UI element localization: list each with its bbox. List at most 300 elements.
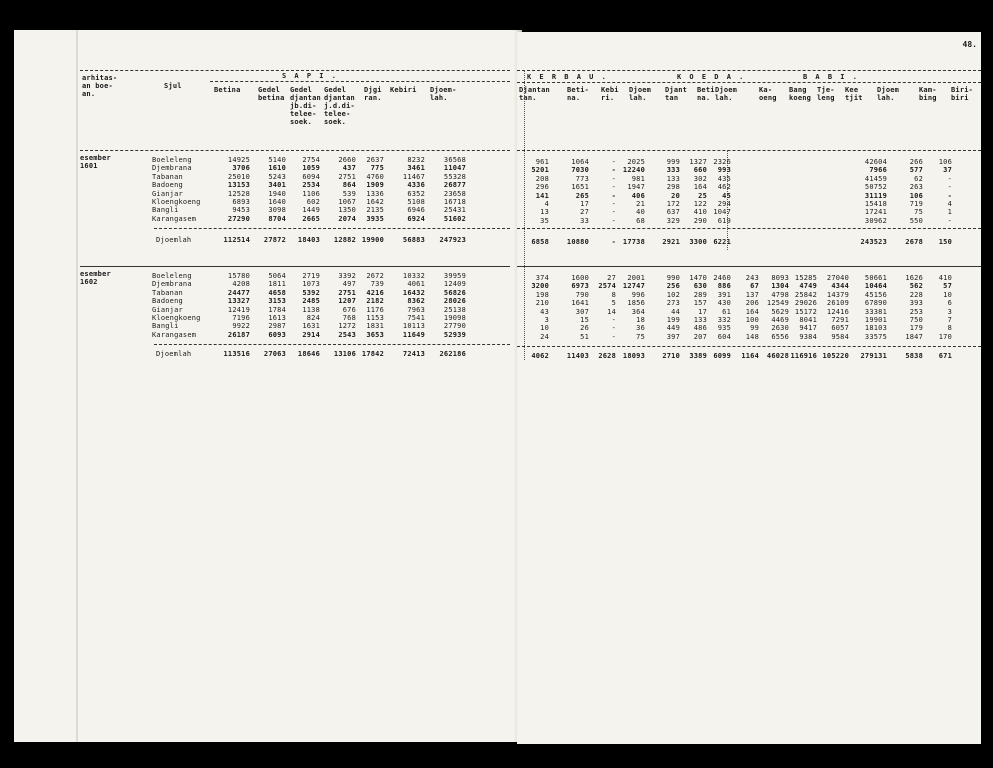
table-cell: 562 [909, 282, 923, 291]
total-cell: 3389 [689, 352, 707, 360]
table-cell: 16718 [443, 198, 466, 206]
table-cell: 7291 [831, 316, 849, 324]
table-cell: 3653 [366, 330, 384, 339]
table-cell: 790 [575, 290, 589, 299]
table-cell: 391 [717, 290, 731, 299]
table-cell: - [611, 191, 616, 200]
table-cell: 133 [693, 316, 707, 324]
block-separator [517, 266, 981, 267]
table-cell: 27790 [443, 322, 466, 331]
table-cell: - [947, 216, 952, 225]
table-cell: 10 [943, 290, 952, 299]
total-cell: 105220 [822, 352, 849, 360]
total-cell: 27063 [263, 350, 286, 358]
table-cell: - [611, 158, 616, 166]
table-cell: 2485 [302, 297, 320, 306]
table-cell: 2460 [713, 274, 731, 282]
table-cell: 12416 [826, 307, 849, 316]
table-cell: 198 [535, 290, 549, 299]
table-cell: 12419 [227, 305, 250, 314]
region-name: Badoeng [152, 181, 183, 190]
table-cell: 1642 [366, 198, 384, 206]
block-separator [80, 266, 510, 267]
table-cell: 55328 [443, 172, 466, 181]
table-cell: 1059 [302, 164, 320, 173]
table-cell: 164 [693, 183, 707, 192]
region-name: Karangasem [152, 330, 197, 339]
table-cell: 3935 [366, 214, 384, 223]
table-cell: - [611, 200, 616, 208]
table-cell: 397 [666, 332, 680, 341]
table-cell: 1640 [268, 198, 286, 206]
table-cell: 2001 [627, 274, 645, 282]
table-cell: 437 [342, 164, 356, 173]
table-cell: 602 [306, 198, 320, 206]
table-cell: 28026 [443, 297, 466, 306]
total-cell: 11403 [566, 352, 589, 360]
table-cell: 406 [631, 191, 645, 200]
table-cell: - [611, 324, 616, 333]
region-header: Sjul [164, 82, 182, 90]
table-cell: 2719 [302, 272, 320, 280]
table-cell: 15418 [864, 200, 887, 208]
table-cell: 4344 [831, 282, 849, 291]
right-column-header: Kam- bing [919, 86, 937, 102]
sapi-column-header: Djoem- lah. [430, 86, 457, 102]
table-cell: 15285 [794, 274, 817, 282]
block1-total-rule [154, 228, 510, 229]
table-cell: 17241 [864, 208, 887, 217]
table-cell: 25010 [227, 172, 250, 181]
table-cell: 1153 [366, 314, 384, 322]
sapi-column-header: Gedel djantan jb.di- telee- soek. [290, 86, 321, 126]
table-cell: 296 [535, 183, 549, 192]
table-cell: 864 [342, 181, 356, 190]
table-cell: 1947 [627, 183, 645, 192]
table-cell: 40 [636, 208, 645, 217]
table-cell: 122 [693, 200, 707, 208]
table-cell: 6924 [407, 214, 425, 223]
table-cell: 207 [693, 332, 707, 341]
table-cell: 604 [717, 332, 731, 341]
table-cell: 990 [666, 274, 680, 282]
region-name: Kloengkoeng [152, 198, 201, 206]
table-cell: 393 [909, 299, 923, 308]
table-cell: 2534 [302, 181, 320, 190]
table-cell: 11467 [402, 172, 425, 181]
table-cell: 3706 [232, 164, 250, 173]
table-cell: 52939 [443, 330, 466, 339]
table-cell: 1940 [268, 189, 286, 198]
table-cell: 26877 [443, 181, 466, 190]
table-cell: 2637 [366, 156, 384, 164]
table-cell: 18103 [864, 324, 887, 333]
table-cell: 6893 [232, 198, 250, 206]
table-cell: 25138 [443, 305, 466, 314]
group-rule [517, 82, 981, 83]
table-cell: 5140 [268, 156, 286, 164]
right-column-header: Bang koeng [789, 86, 812, 102]
table-cell: 3461 [407, 164, 425, 173]
table-cell: 4658 [268, 288, 286, 297]
table-cell: 307 [575, 307, 589, 316]
total-cell: 243523 [860, 238, 887, 246]
total-cell: 27872 [263, 236, 286, 244]
table-cell: 1600 [571, 274, 589, 282]
table-cell: 12409 [443, 280, 466, 289]
table-cell: 67890 [864, 299, 887, 308]
table-cell: 2074 [338, 214, 356, 223]
table-cell: 15780 [227, 272, 250, 280]
total-cell: 17842 [361, 350, 384, 358]
table-cell: 14379 [826, 290, 849, 299]
table-cell: 7963 [407, 305, 425, 314]
table-cell: 6 [947, 299, 952, 308]
table-cell: 5 [611, 299, 616, 308]
table-cell: 3200 [531, 282, 549, 291]
table-cell: 228 [909, 290, 923, 299]
total-cell: 1164 [741, 352, 759, 360]
table-cell: 410 [938, 274, 952, 282]
table-cell: 4 [947, 200, 952, 208]
table-cell: 999 [666, 158, 680, 166]
table-cell: - [611, 216, 616, 225]
table-cell: 43 [540, 307, 549, 316]
table-cell: 6352 [407, 189, 425, 198]
total-cell: 46028 [766, 352, 789, 360]
table-cell: 141 [535, 191, 549, 200]
total-cell: 4062 [531, 352, 549, 360]
table-cell: 18 [636, 316, 645, 324]
table-cell: 35 [540, 216, 549, 225]
table-cell: 6094 [302, 172, 320, 181]
page-number: 48. [962, 40, 977, 49]
table-cell: 1613 [268, 314, 286, 322]
table-cell: 44 [671, 307, 680, 316]
table-cell: 449 [666, 324, 680, 333]
table-cell: 3153 [268, 297, 286, 306]
table-cell: - [611, 208, 616, 217]
table-cell: 2751 [338, 172, 356, 181]
table-cell: 1064 [571, 158, 589, 166]
right-column-header: Djoem lah. [715, 86, 738, 102]
table-cell: 7 [947, 316, 952, 324]
table-cell: 1327 [689, 158, 707, 166]
region-name: Gianjar [152, 305, 183, 314]
total-cell: 116916 [790, 352, 817, 360]
total-cell: 72413 [402, 350, 425, 358]
table-cell: 364 [631, 307, 645, 316]
region-name: Badoeng [152, 297, 183, 306]
table-cell: 51602 [443, 214, 466, 223]
table-cell: 210 [535, 299, 549, 308]
table-cell: 100 [745, 316, 759, 324]
table-cell: 3392 [338, 272, 356, 280]
table-cell: 4469 [771, 316, 789, 324]
total-cell: 112514 [223, 236, 250, 244]
table-cell: 24477 [227, 288, 250, 297]
region-name: Tabanan [152, 288, 183, 297]
table-cell: 148 [745, 332, 759, 341]
period-header: arhitas- an boe- an. [82, 74, 118, 98]
table-cell: 45156 [864, 290, 887, 299]
table-cell: 1 [947, 208, 952, 217]
table-cell: 273 [666, 299, 680, 308]
right-page [517, 32, 981, 744]
table-cell: 1272 [338, 322, 356, 331]
table-cell: 27 [607, 274, 616, 282]
table-cell: 5243 [268, 172, 286, 181]
table-cell: 50752 [864, 183, 887, 192]
table-cell: 26109 [826, 299, 849, 308]
table-cell: 199 [666, 316, 680, 324]
table-cell: 25 [698, 191, 707, 200]
table-cell: 4336 [407, 181, 425, 190]
table-cell: 33 [580, 216, 589, 225]
table-cell: 374 [535, 274, 549, 282]
table-cell: 1626 [905, 274, 923, 282]
table-cell: 676 [342, 305, 356, 314]
total-cell: 18093 [622, 352, 645, 360]
right-column-header: Beti- na. [567, 86, 590, 102]
table-cell: 1304 [771, 282, 789, 291]
total-cell: 2628 [598, 352, 616, 360]
table-cell: 10464 [864, 282, 887, 291]
table-cell: 21 [636, 200, 645, 208]
table-cell: 106 [938, 158, 952, 166]
table-cell: - [611, 316, 616, 324]
table-cell: 14925 [227, 156, 250, 164]
total-cell: 19900 [361, 236, 384, 244]
table-cell: 3 [544, 316, 549, 324]
table-cell: 1651 [571, 183, 589, 192]
table-cell: 256 [666, 282, 680, 291]
table-cell: - [611, 183, 616, 192]
table-cell: 45 [722, 191, 731, 200]
table-cell: - [611, 174, 616, 183]
table-cell: 172 [666, 200, 680, 208]
total-cell: 2710 [662, 352, 680, 360]
table-cell: 37 [943, 166, 952, 175]
table-cell: 25431 [443, 206, 466, 215]
sapi-column-header: Kebiri [390, 86, 417, 94]
table-cell: 14 [607, 307, 616, 316]
table-cell: 27290 [227, 214, 250, 223]
table-cell: 6946 [407, 206, 425, 215]
table-cell: 17 [580, 200, 589, 208]
table-cell: 4 [544, 200, 549, 208]
right-column-header: Kebi ri. [601, 86, 619, 102]
table-cell: 9922 [232, 322, 250, 331]
total-cell: 247923 [439, 236, 466, 244]
table-cell: 9584 [831, 332, 849, 341]
total-cell: 150 [938, 238, 952, 246]
table-cell: 550 [909, 216, 923, 225]
table-cell: 7541 [407, 314, 425, 322]
table-cell: 56826 [443, 288, 466, 297]
column-divider [524, 70, 525, 360]
table-cell: 6556 [771, 332, 789, 341]
region-name: Tabanan [152, 172, 183, 181]
right-column-header: Djantan tan. [519, 86, 550, 102]
table-cell: 243 [745, 274, 759, 282]
table-cell: 1631 [302, 322, 320, 331]
table-cell: 577 [909, 166, 923, 175]
table-cell: 497 [342, 280, 356, 289]
table-cell: 2914 [302, 330, 320, 339]
table-cell: 11047 [443, 164, 466, 173]
table-cell: 290 [693, 216, 707, 225]
table-cell: 50661 [864, 274, 887, 282]
table-cell: 11649 [402, 330, 425, 339]
table-cell: 8704 [268, 214, 286, 223]
left-page [14, 30, 514, 742]
table-cell: 102 [666, 290, 680, 299]
table-cell: 265 [575, 191, 589, 200]
table-cell: 1067 [338, 198, 356, 206]
block2-total-label: Djoemlah [156, 350, 192, 358]
total-cell: 18646 [297, 350, 320, 358]
table-cell: 27 [580, 208, 589, 217]
table-cell: 660 [693, 166, 707, 175]
table-cell: 2326 [713, 158, 731, 166]
table-cell: 106 [909, 191, 923, 200]
region-name: Boeleleng [152, 156, 192, 164]
block1-period: esember 1601 [80, 154, 111, 170]
table-cell: 1470 [689, 274, 707, 282]
table-cell: 1176 [366, 305, 384, 314]
table-cell: 1610 [268, 164, 286, 173]
table-cell: 1047 [713, 208, 731, 217]
table-cell: 3 [947, 307, 952, 316]
table-cell: 5064 [268, 272, 286, 280]
table-cell: 8362 [407, 297, 425, 306]
table-cell: 16432 [402, 288, 425, 297]
table-cell: 15172 [794, 307, 817, 316]
table-cell: 29026 [794, 299, 817, 308]
table-cell: 1336 [366, 189, 384, 198]
group-sapi: S A P I . [282, 72, 338, 80]
header-bottom-rule [80, 150, 510, 151]
region-name: Bangli [152, 206, 179, 215]
table-cell: 8 [611, 290, 616, 299]
sapi-column-header: Betina [214, 86, 241, 94]
total-cell: 3300 [689, 238, 707, 246]
table-cell: 2987 [268, 322, 286, 331]
total-cell: - [611, 238, 616, 246]
table-cell: 5108 [407, 198, 425, 206]
table-cell: 25842 [794, 290, 817, 299]
right-column-header: Kee tjit [845, 86, 863, 102]
table-cell: - [947, 183, 952, 192]
table-cell: 739 [370, 280, 384, 289]
right-column-header: Djoem lah. [629, 86, 652, 102]
table-cell: 1831 [366, 322, 384, 331]
table-cell: 23658 [443, 189, 466, 198]
block2-total-rule [517, 346, 981, 347]
table-cell: 1207 [338, 297, 356, 306]
table-cell: 99 [750, 324, 759, 333]
table-cell: 775 [370, 164, 384, 173]
total-cell: 2921 [662, 238, 680, 246]
table-cell: 10113 [402, 322, 425, 331]
total-cell: 6221 [713, 238, 731, 246]
table-cell: 302 [693, 174, 707, 183]
table-cell: 2672 [366, 272, 384, 280]
table-cell: 333 [666, 166, 680, 175]
sapi-column-header: Gedel djantan j.d.di- telee- soek. [324, 86, 355, 126]
total-cell: 10880 [566, 238, 589, 246]
block1-total-label: Djoemlah [156, 236, 192, 244]
table-cell: 68 [636, 216, 645, 225]
table-cell: 298 [666, 183, 680, 192]
total-cell: 56883 [402, 236, 425, 244]
table-cell: - [611, 166, 616, 175]
block2-period: esember 1602 [80, 270, 111, 286]
table-cell: 539 [342, 189, 356, 198]
table-cell: 329 [666, 216, 680, 225]
block2-total-rule [154, 344, 510, 345]
region-name: Gianjar [152, 189, 183, 198]
table-cell: 7196 [232, 314, 250, 322]
table-cell: 10332 [402, 272, 425, 280]
table-cell: 4216 [366, 288, 384, 297]
region-name: Djembrana [152, 164, 192, 173]
right-column-header: Biri- biri [951, 86, 974, 102]
table-cell: 332 [717, 316, 731, 324]
total-cell: 13106 [333, 350, 356, 358]
table-cell: 13327 [227, 297, 250, 306]
table-cell: 6057 [831, 324, 849, 333]
table-cell: 719 [909, 200, 923, 208]
table-cell: 2660 [338, 156, 356, 164]
table-cell: 289 [693, 290, 707, 299]
table-cell: 75 [636, 332, 645, 341]
table-cell: 1641 [571, 299, 589, 308]
table-cell: 1856 [627, 299, 645, 308]
right-column-header: Ka- oeng [759, 86, 777, 102]
table-cell: 61 [722, 307, 731, 316]
total-cell: 18403 [297, 236, 320, 244]
total-cell: 671 [938, 352, 952, 360]
table-cell: 24 [540, 332, 549, 341]
header-rule [80, 70, 510, 71]
table-cell: 486 [693, 324, 707, 333]
table-cell: 13153 [227, 181, 250, 190]
table-cell: 1350 [338, 206, 356, 215]
table-cell: 1073 [302, 280, 320, 289]
table-cell: 996 [631, 290, 645, 299]
table-cell: 2543 [338, 330, 356, 339]
table-cell: 19901 [864, 316, 887, 324]
total-cell: 6099 [713, 352, 731, 360]
table-cell: 3098 [268, 206, 286, 215]
group-koeda: K O E D A . [677, 73, 746, 81]
table-cell: 179 [909, 324, 923, 333]
table-cell: - [947, 174, 952, 183]
sapi-column-header: Gedel betina [258, 86, 285, 102]
table-cell: 26 [580, 324, 589, 333]
table-cell: 4208 [232, 280, 250, 289]
table-cell: 435 [717, 174, 731, 183]
table-cell: 294 [717, 200, 731, 208]
margin-line [76, 30, 78, 742]
table-cell: 886 [717, 282, 731, 291]
table-cell: 6093 [268, 330, 286, 339]
region-name: Djembrana [152, 280, 192, 289]
table-cell: 637 [666, 208, 680, 217]
table-cell: 5201 [531, 166, 549, 175]
